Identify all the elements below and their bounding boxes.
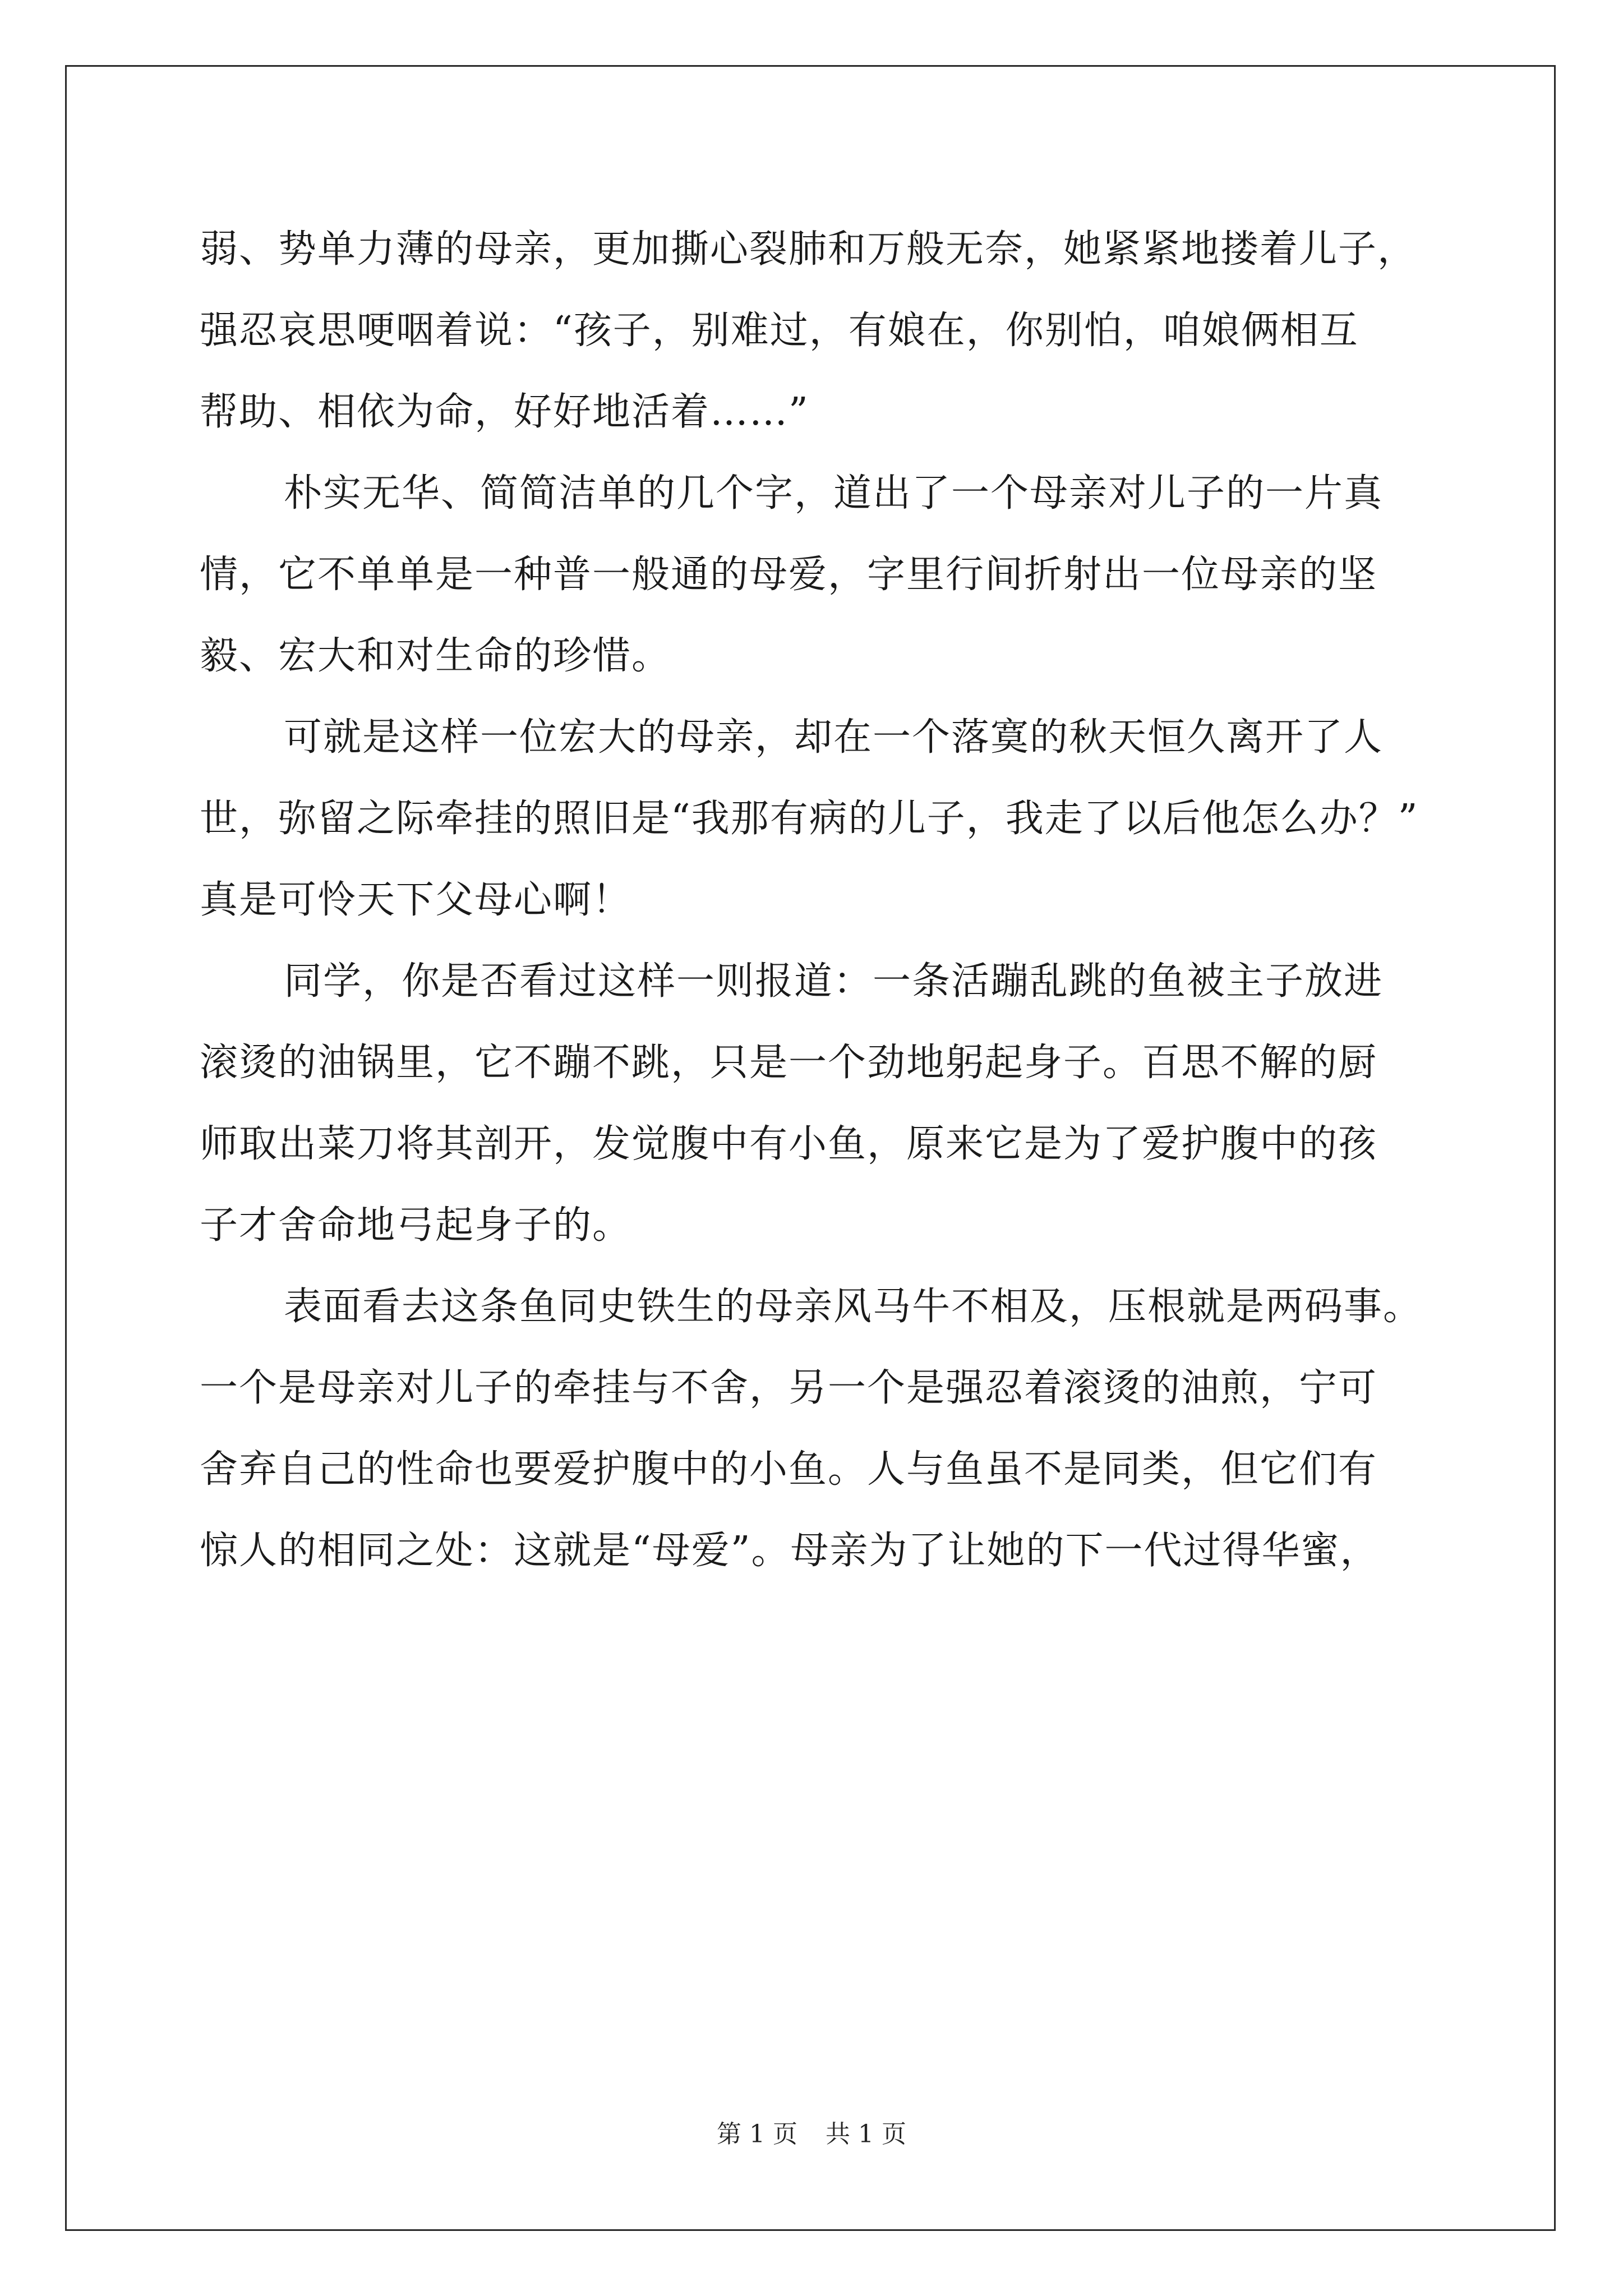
text-line: 惊人的相同之处：这就是“母爱”。母亲为了让她的下一代过得华蜜， [200, 1529, 1380, 1573]
text-line: 滚烫的油锅里，它不蹦不跳，只是一个劲地躬起身子。百思不解的厨 [200, 1041, 1378, 1085]
text-line: 世，弥留之际牵挂的照旧是“我那有病的儿子，我走了以后他怎么办？” [200, 797, 1419, 841]
text-line: 情，它不单单是一种普一般通的母爱，字里行间折射出一位母亲的坚 [200, 553, 1378, 597]
text-line: 舍弃自己的性命也要爱护腹中的小鱼。人与鱼虽不是同类，但它们有 [200, 1447, 1378, 1492]
paragraph-start-line: 朴实无华、简简洁单的几个字，道出了一个母亲对儿子的一片真 [284, 471, 1384, 516]
document-body [200, 209, 1433, 1591]
text-line: 一个是母亲对儿子的牵挂与不舍，另一个是强忍着滚烫的油煎，宁可 [200, 1366, 1378, 1410]
text-line: 真是可怜天下父母心啊！ [200, 878, 632, 922]
paragraph-start-line: 表面看去这条鱼同史铁生的母亲风马牛不相及，压根就是两码事。 [284, 1285, 1423, 1329]
paragraph-start-line: 可就是这样一位宏大的母亲，却在一个落寞的秋天恒久离开了人 [284, 715, 1384, 760]
text-line: 子才舍命地弓起身子的。 [200, 1203, 632, 1248]
text-line: 毅、宏大和对生命的珍惜。 [200, 634, 671, 678]
page-total: 共 1 页 [826, 2120, 906, 2148]
text-line: 师取出菜刀将其剖开，发觉腹中有小鱼，原来它是为了爱护腹中的孩 [200, 1122, 1378, 1166]
text-line: 强忍哀思哽咽着说：“孩子，别难过，有娘在，你别怕，咱娘俩相互 [200, 309, 1359, 353]
page-footer [0, 2118, 1623, 2151]
text-line: 帮助、相依为命，好好地活着……” [200, 390, 809, 434]
page-number: 第 1 页 [717, 2120, 797, 2148]
text-line: 弱、势单力薄的母亲，更加撕心裂肺和万般无奈，她紧紧地搂着儿子， [200, 227, 1417, 272]
paragraph-start-line: 同学，你是否看过这样一则报道：一条活蹦乱跳的鱼被主子放进 [284, 959, 1384, 1004]
